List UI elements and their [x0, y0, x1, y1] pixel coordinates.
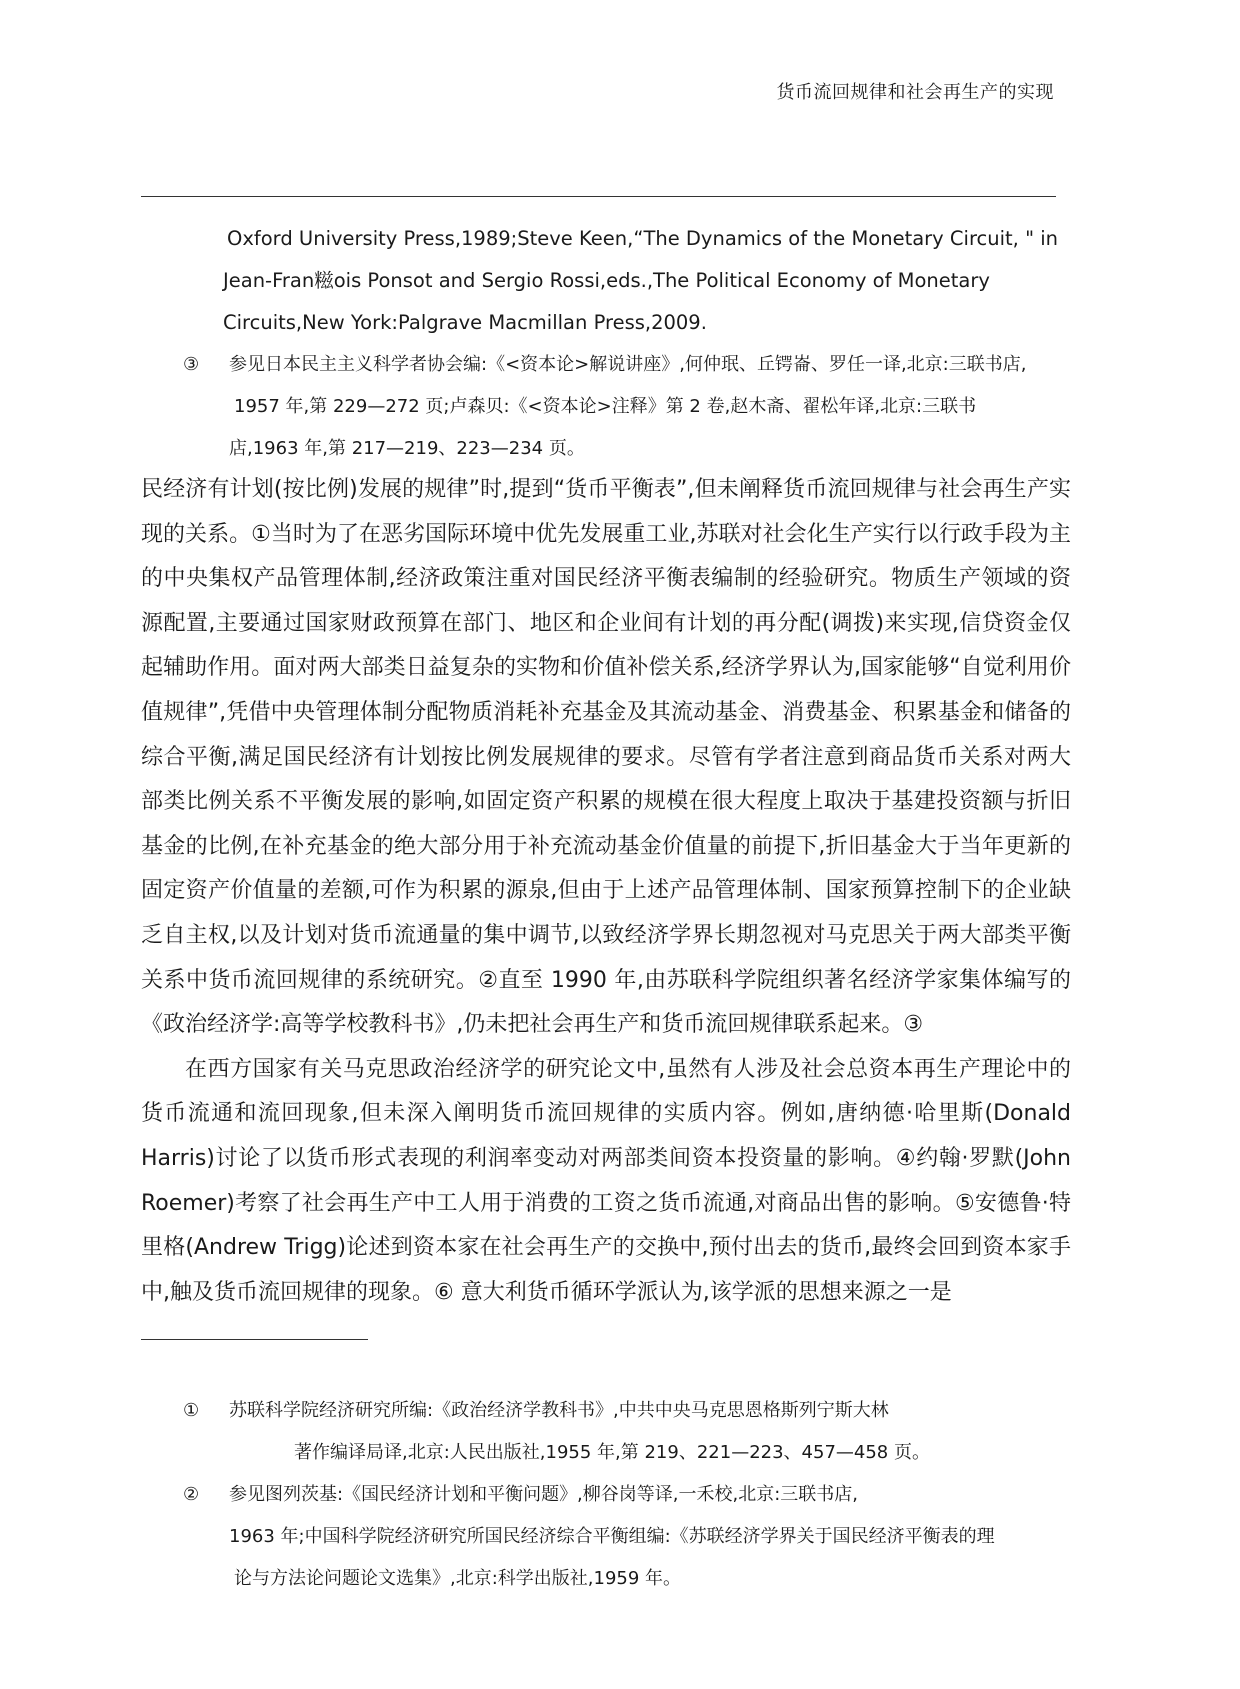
running-header: 货币流回规律和社会再生产的实现 [776, 82, 1054, 103]
footnote-2-marker: ② [183, 1484, 200, 1505]
footnote-continuation-line-2: Jean-Fran糍ois Ponsot and Sergio Rossi,eds.,The Political Economy of Monetary [223, 269, 990, 292]
paragraph-2: 在西方国家有关马克思政治经济学的研究论文中,虽然有人涉及社会总资本再生产理论中的货币流通和流回现象,但未深入阐明货币流回规律的实质内容。例如,唐纳德·哈里斯(Donald Harris)讨论了以货币形式表现的利润率变动对两部类间资本投资量的影响。④约翰·罗默(John Roemer)考察了社会再生产中工人用于消费的工资之货币流通,对商品出售的影响。⑤安德鲁·特里格(Andrew Trigg)论述到资本家在社会再生产的交换中,预付出去的货币,最终会回到资本家手中,触及货币流回规律的现象。⑥ 意大利货币循环学派认为,该学派的思想来源之一是 [141, 1056, 1071, 1305]
footnote-continuation-line-3: Circuits,New York:Palgrave Macmillan Press,2009. [223, 311, 707, 334]
paragraph-1: 民经济有计划(按比例)发展的规律”时,提到“货币平衡表”,但未阐释货币流回规律与社会再生产实现的关系。①当时为了在恶劣国际环境中优先发展重工业,苏联对社会化生产实行以行政手段为主的中央集权产品管理体制,经济政策注重对国民经济平衡表编制的经验研究。物质生产领域的资源配置,主要通过国家财政预算在部门、地区和企业间有计划的再分配(调拨)来实现,信贷资金仅起辅助作用。面对两大部类日益复杂的实物和价值补偿关系,经济学界认为,国家能够“自觉利用价值规律”,凭借中央管理体制分配物质消耗补充基金及其流动基金、消费基金、积累基金和储备的综合平衡,满足国民经济有计划按比例发展规律的要求。尽管有学者注意到商品货币关系对两大部类比例关系不平衡发展的影响,如固定资产积累的规模在很大程度上取决于基建投资额与折旧基金的比例,在补充基金的绝大部分用于补充流动基金价值量的前提下,折旧基金大于当年更新的固定资产价值量的差额,可作为积累的源泉,但由于上述产品管理体制、国家预算控制下的企业缺乏自主权,以及计划对货币流通量的集中调节,以致经济学界长期忽视对马克思关于两大部类平衡关系中货币流回规律的系统研究。②直至 1990 年,由苏联科学院组织著名经济学家集体编写的《政治经济学:高等学校教科书》,仍未把社会再生产和货币流回规律联系起来。③ [141, 477, 1071, 1038]
footnote-2-line-2: 1963 年;中国科学院经济研究所国民经济综合平衡组编:《苏联经济学界关于国民经济平衡表的理 [229, 1526, 995, 1547]
footnote-1 [141, 1390, 1071, 1432]
footnote-1-line-2: 著作编译局译,北京:人民出版社,1955 年,第 219、221—223、457—458 页。 [294, 1442, 930, 1463]
footnote-2-line-3: 论与方法论问题论文选集》,北京:科学出版社,1959 年。 [234, 1568, 682, 1589]
top-footnotes [141, 218, 1071, 470]
header-rule [141, 196, 1056, 197]
footnote-continuation-line-1: Oxford University Press,1989;Steve Keen,“The Dynamics of the Monetary Circuit, " in [227, 227, 1059, 250]
footnote-3-line-1: 参见日本民主主义科学者协会编:《<资本论>解说讲座》,何仲珉、丘锷崙、罗任一译,北京:三联书店, [229, 354, 1027, 375]
footnote-3 [141, 344, 1071, 386]
footnote-continuation [141, 218, 1071, 344]
footnote-3-marker: ③ [183, 354, 200, 375]
bottom-footnotes [141, 1390, 1071, 1600]
footnote-3-line-2: 1957 年,第 229—272 页;卢森贝:《<资本论>注释》第 2 卷,赵木斋、翟松年译,北京:三联书 [234, 396, 977, 417]
footnote-2-line-1: 参见图列茨基:《国民经济计划和平衡问题》,柳谷岗等译,一禾校,北京:三联书店, [229, 1484, 859, 1505]
footnote-1-marker: ① [183, 1400, 200, 1421]
footnote-3-line-3: 店,1963 年,第 217—219、223—234 页。 [229, 438, 585, 459]
footnote-rule [141, 1339, 368, 1340]
main-text [141, 468, 1071, 1315]
footnote-1-line-1: 苏联科学院经济研究所编:《政治经济学教科书》,中共中央马克思恩格斯列宁斯大林 [229, 1400, 889, 1421]
footnote-2 [141, 1474, 1071, 1516]
